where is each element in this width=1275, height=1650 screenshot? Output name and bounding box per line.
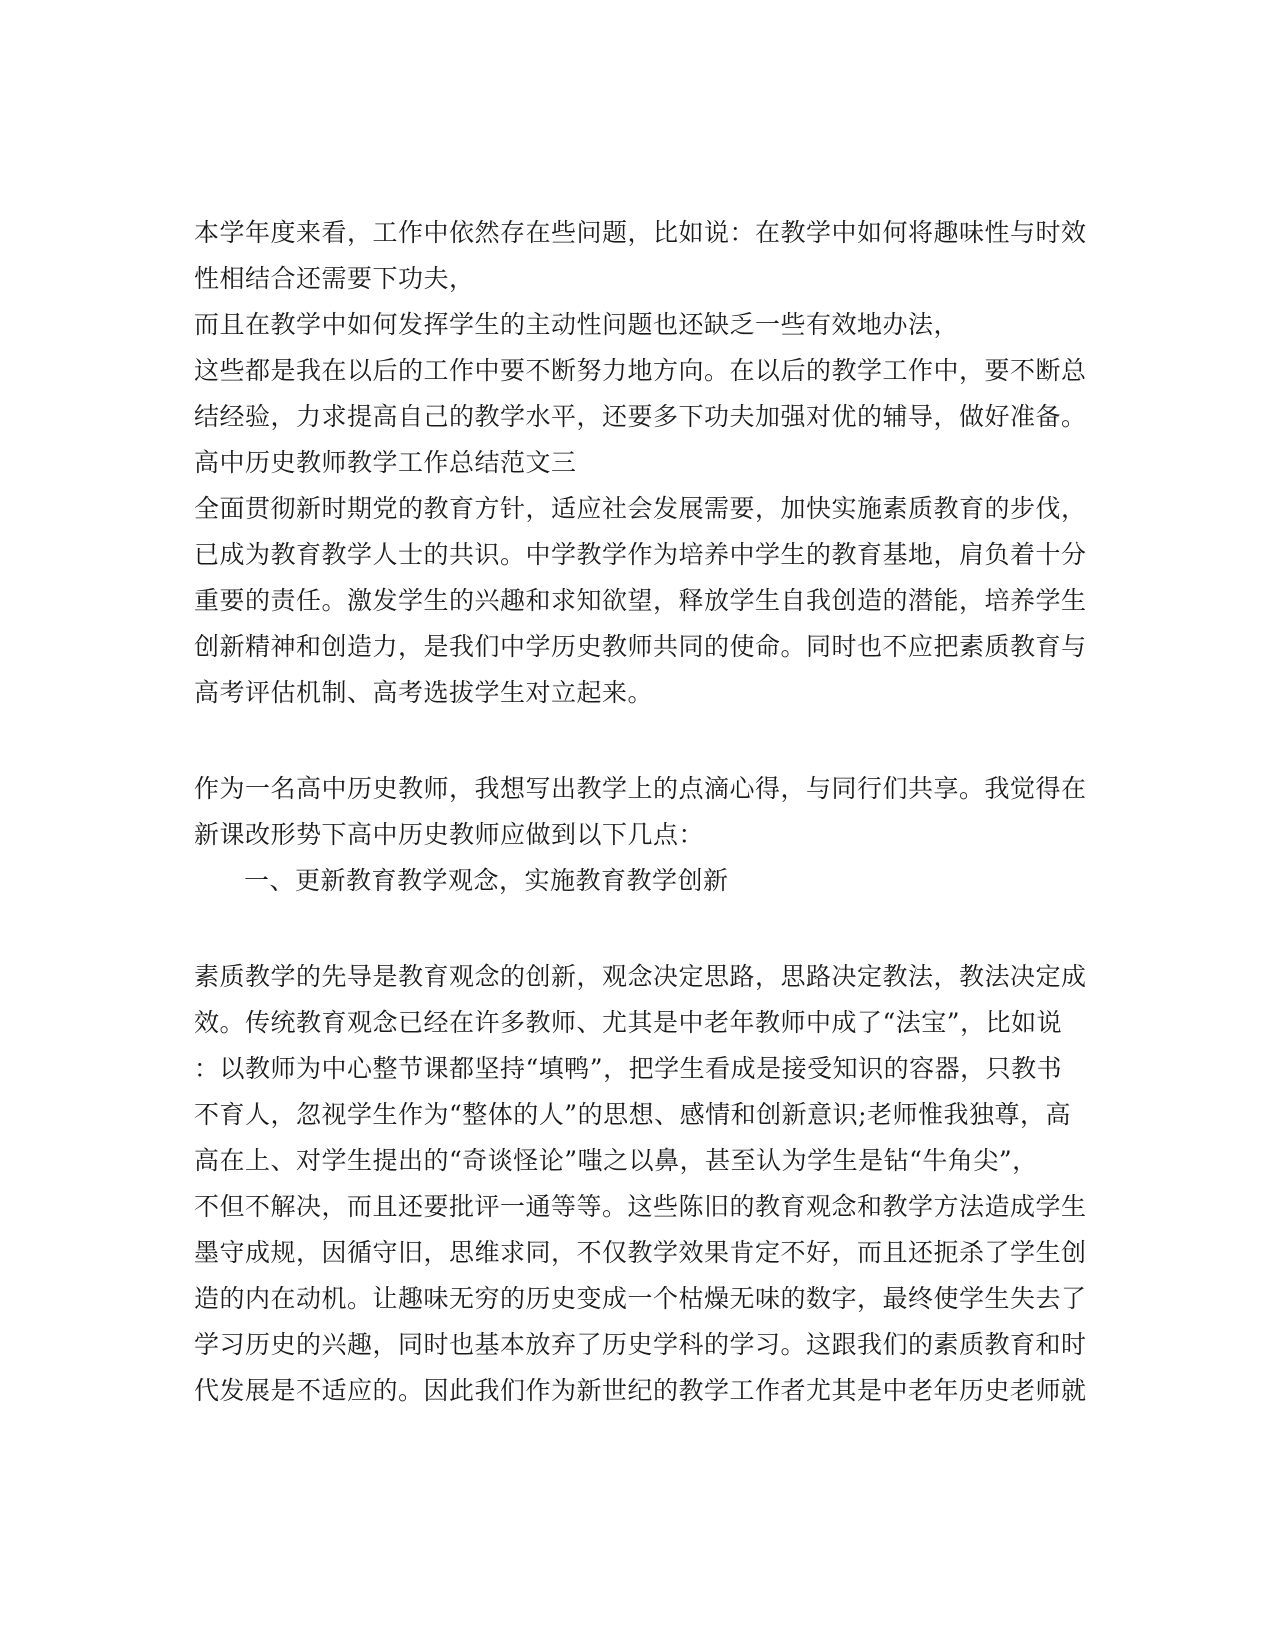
paragraph-line: ：以教师为中心整节课都坚持“填鸭”，把学生看成是接受知识的容器，只教书 xyxy=(194,1054,1063,1083)
paragraph-line: 而且在教学中如何发挥学生的主动性问题也还缺乏一些有效地办法， xyxy=(194,310,960,339)
paragraph-line: 这些都是我在以后的工作中要不断努力地方向。在以后的教学工作中，要不断总 xyxy=(194,356,1087,385)
paragraph-line: 全面贯彻新时期党的教育方针，适应社会发展需要，加快实施素质教育的步伐， xyxy=(194,494,1087,523)
paragraph-line: 不育人，忽视学生作为“整体的人”的思想、感情和创新意识;老师惟我独尊，高 xyxy=(194,1100,1071,1129)
paragraph-line: 已成为教育教学人士的共识。中学教学作为培养中学生的教育基地，肩负着十分 xyxy=(194,540,1087,569)
paragraph-line: 创新精神和创造力，是我们中学历史教师共同的使命。同时也不应把素质教育与 xyxy=(194,632,1087,661)
paragraph-line: 新课改形势下高中历史教师应做到以下几点： xyxy=(194,820,705,849)
paragraph-line: 本学年度来看，工作中依然存在些问题，比如说：在教学中如何将趣味性与时效 xyxy=(194,218,1087,247)
paragraph-line: 墨守成规，因循守旧，思维求同，不仅教学效果肯定不好，而且还扼杀了学生创 xyxy=(194,1238,1087,1267)
paragraph-line: 重要的责任。激发学生的兴趣和求知欲望，释放学生自我创造的潜能，培养学生 xyxy=(194,586,1087,615)
paragraph-line: 学习历史的兴趣，同时也基本放弃了历史学科的学习。这跟我们的素质教育和时 xyxy=(194,1330,1087,1359)
paragraph-line: 不但不解决，而且还要批评一通等等。这些陈旧的教育观念和教学方法造成学生 xyxy=(194,1192,1087,1221)
paragraph-line: 效。传统教育观念已经在许多教师、尤其是中老年教师中成了“法宝”，比如说 xyxy=(194,1008,1063,1037)
paragraph-line: 代发展是不适应的。因此我们作为新世纪的教学工作者尤其是中老年历史老师就 xyxy=(194,1376,1087,1405)
paragraph-line: 结经验，力求提高自己的教学水平，还要多下功夫加强对优的辅导，做好准备。 xyxy=(194,402,1087,431)
paragraph-line: 性相结合还需要下功夫， xyxy=(194,264,475,293)
subsection-heading: 一、更新教育教学观念，实施教育教学创新 xyxy=(244,866,729,895)
section-heading: 高中历史教师教学工作总结范文三 xyxy=(194,448,577,477)
paragraph-line: 作为一名高中历史教师，我想写出教学上的点滴心得，与同行们共享。我觉得在 xyxy=(194,774,1087,803)
paragraph-line: 造的内在动机。让趣味无穷的历史变成一个枯燥无味的数字，最终使学生失去了 xyxy=(194,1284,1087,1313)
paragraph-line: 高考评估机制、高考选拔学生对立起来。 xyxy=(194,678,654,707)
paragraph-line: 素质教学的先导是教育观念的创新，观念决定思路，思路决定教法，教法决定成 xyxy=(194,962,1087,991)
paragraph-line: 高在上、对学生提出的“奇谈怪论”嗤之以鼻，甚至认为学生是钻“牛角尖”， xyxy=(194,1146,1038,1175)
